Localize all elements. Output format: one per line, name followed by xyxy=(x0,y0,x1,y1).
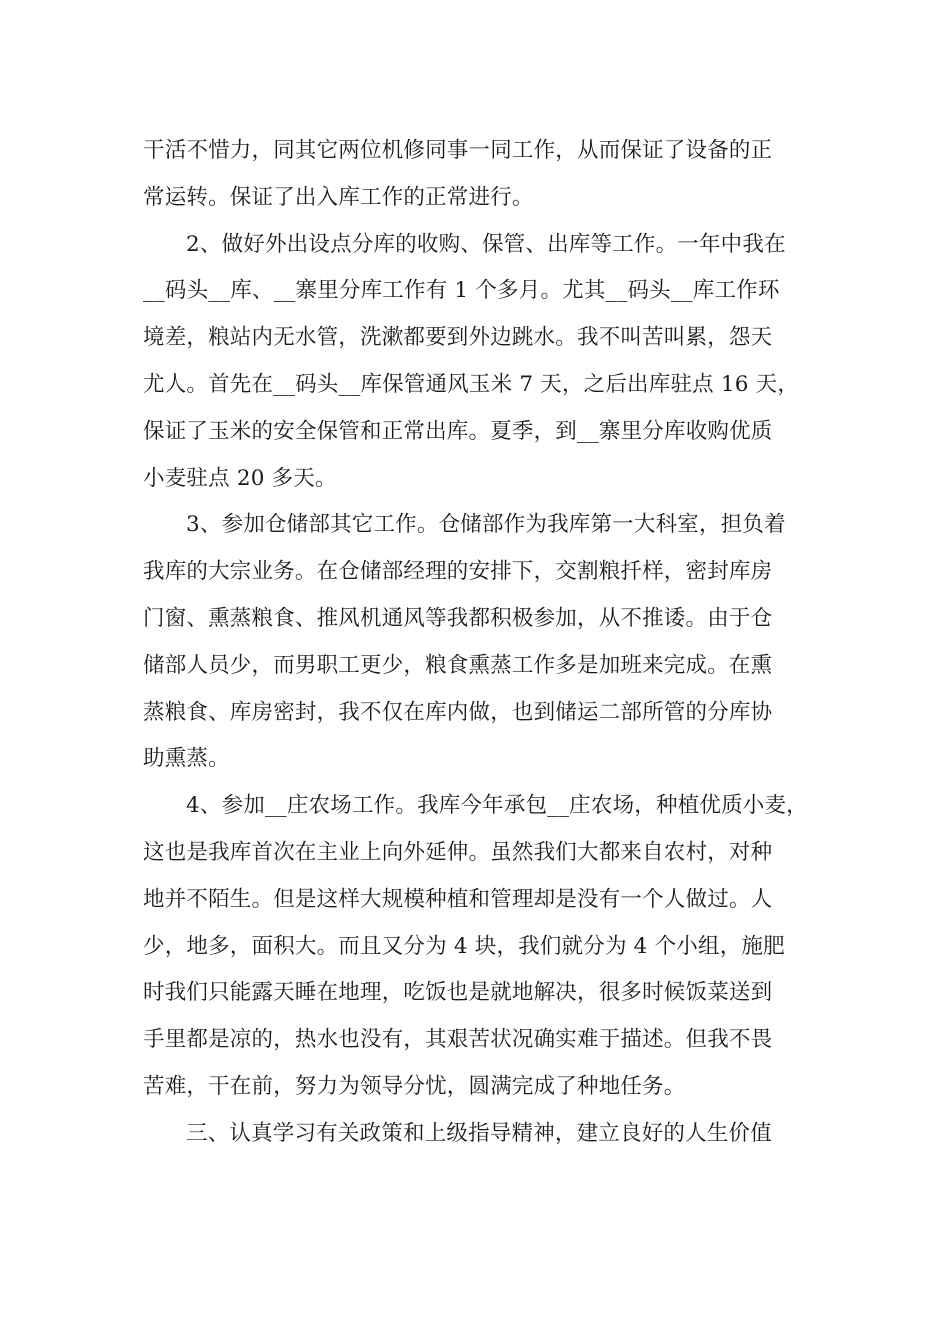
text-line: 蒸粮食、库房密封，我不仅在库内做，也到储运二部所管的分库协 xyxy=(143,699,773,725)
text-line: 地并不陌生。但是这样大规模种植和管理却是没有一个人做过。人 xyxy=(143,886,773,912)
paragraph-3 xyxy=(143,502,813,783)
paragraph-2 xyxy=(143,222,813,503)
text-line: 小麦驻点 20 多天。 xyxy=(143,465,337,491)
text-line: 时我们只能露天睡在地理，吃饭也是就地解决，很多时候饭菜送到 xyxy=(143,980,773,1006)
text-line: 境差，粮站内无水管，洗漱都要到外边跳水。我不叫苦叫累，怨天 xyxy=(143,325,773,351)
text-line: __码头__库、__寨里分库工作有 1 个多月。尤其__码头__库工作环 xyxy=(143,278,780,304)
text-line: 苦难，干在前，努力为领导分忧，圆满完成了种地任务。 xyxy=(143,1073,686,1099)
text-line: 门窗、熏蒸粮食、推风机通风等我都积极参加，从不推诿。由于仓 xyxy=(143,605,773,631)
document-body xyxy=(143,128,813,1158)
paragraph-4 xyxy=(143,783,813,1111)
text-line: 尤人。首先在__码头__库保管通风玉米 7 天，之后出库驻点 16 天， xyxy=(143,371,800,397)
text-line: 3、参加仓储部其它工作。仓储部作为我库第一大科室，担负着 xyxy=(186,512,786,538)
text-line: 少，地多，面积大。而且又分为 4 块，我们就分为 4 个小组，施肥 xyxy=(143,933,785,959)
text-line: 手里都是凉的，热水也没有，其艰苦状况确实难于描述。但我不畏 xyxy=(143,1027,773,1053)
paragraph-5 xyxy=(143,1111,813,1158)
text-line: 2、做好外出设点分库的收购、保管、出库等工作。一年中我在 xyxy=(186,231,786,257)
text-line: 4、参加__庄农场工作。我库今年承包__庄农场，种植优质小麦， xyxy=(186,793,808,819)
text-line: 这也是我库首次在主业上向外延伸。虽然我们大都来自农村，对种 xyxy=(143,839,773,865)
text-line: 助熏蒸。 xyxy=(143,746,230,772)
text-line: 三、认真学习有关政策和上级指导精神，建立良好的人生价值 xyxy=(186,1120,772,1146)
text-line: 干活不惜力，同其它两位机修同事一同工作，从而保证了设备的正 xyxy=(143,138,773,163)
text-line: 我库的大宗业务。在仓储部经理的安排下，交割粮扦样，密封库房 xyxy=(143,559,773,585)
text-line: 常运转。保证了出入库工作的正常进行。 xyxy=(143,184,534,210)
text-line: 保证了玉米的安全保管和正常出库。夏季，到__寨里分库收购优质 xyxy=(143,418,773,444)
paragraph-1 xyxy=(143,128,813,222)
text-line: 储部人员少，而男职工更少，粮食熏蒸工作多是加班来完成。在熏 xyxy=(143,652,773,678)
